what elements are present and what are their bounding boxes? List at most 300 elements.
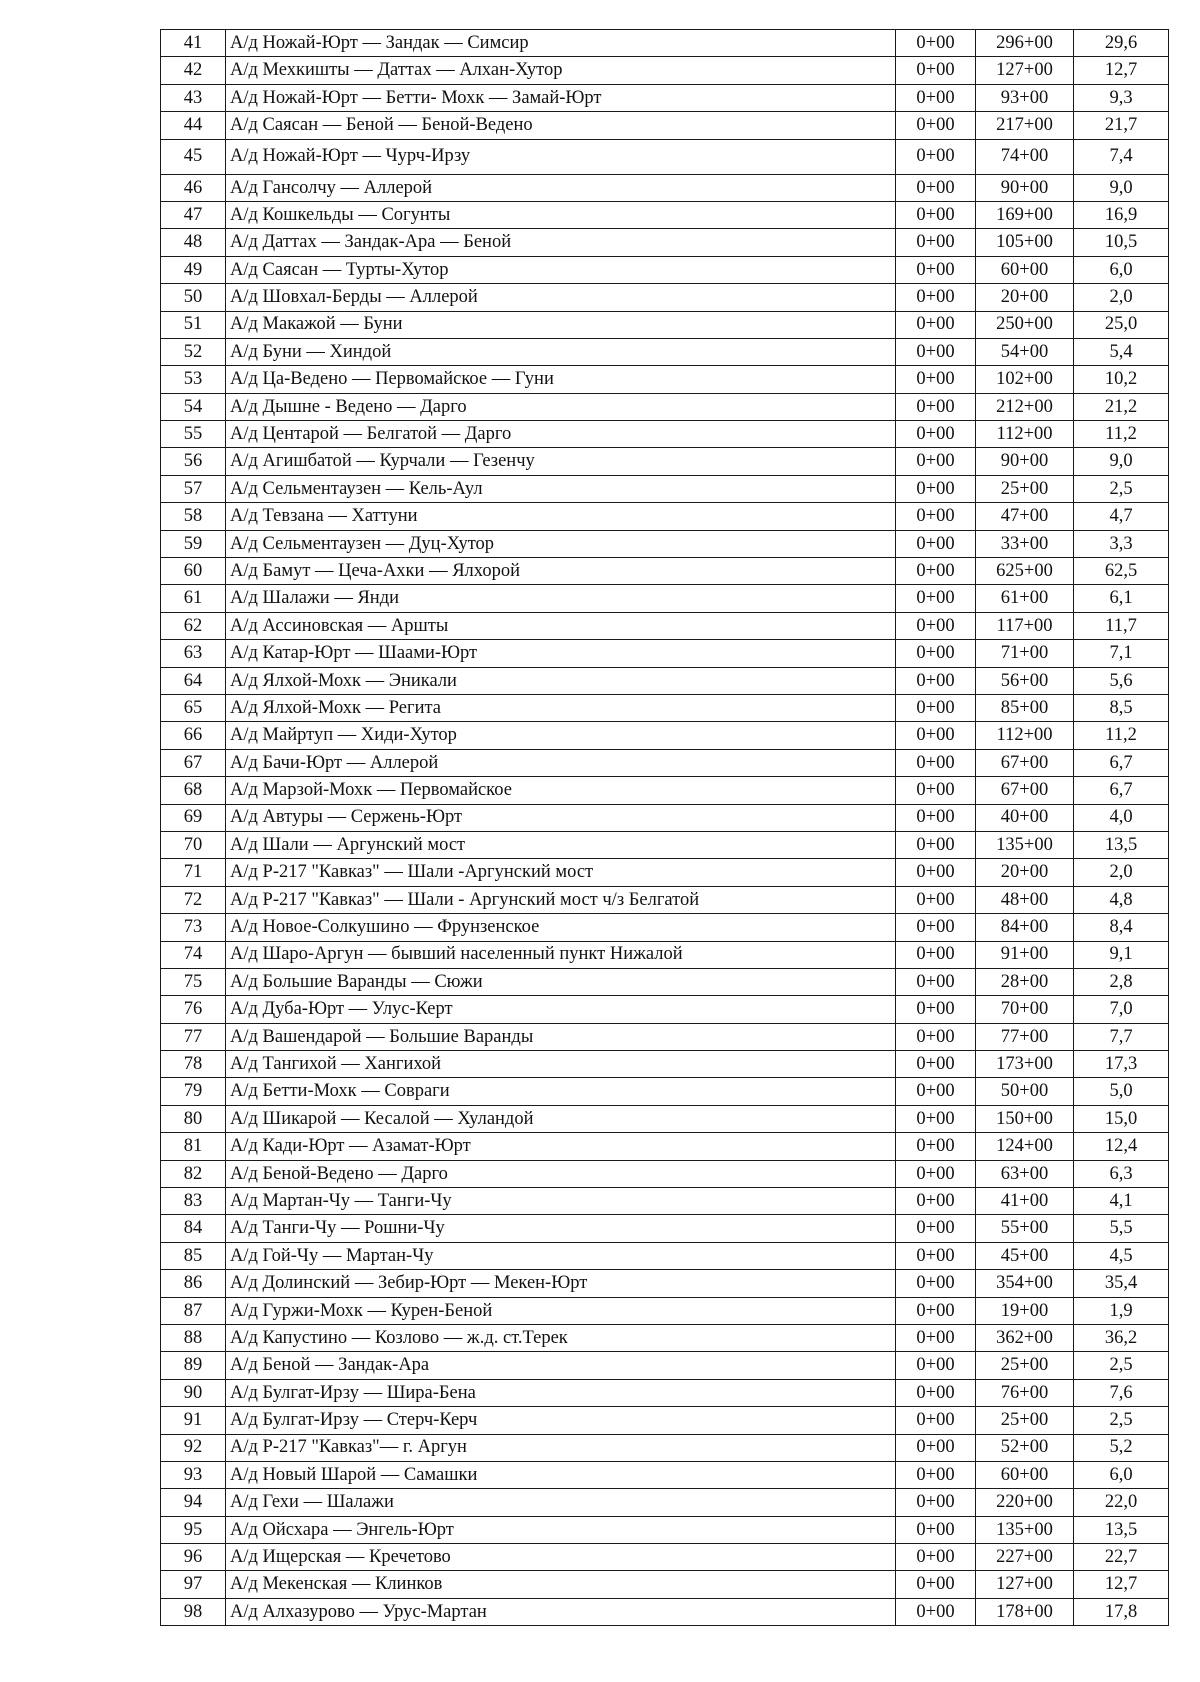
road-name-cell: А/д Мехкишты — Даттах — Алхан-Хутор [226,57,896,84]
start-chainage-cell: 0+00 [896,201,976,228]
start-chainage-cell: 0+00 [896,1242,976,1269]
start-chainage-cell: 0+00 [896,112,976,139]
table-row [161,84,1169,111]
start-chainage-cell: 0+00 [896,30,976,57]
end-chainage-cell: 90+00 [976,448,1074,475]
table-row [161,1352,1169,1379]
end-chainage-cell: 41+00 [976,1188,1074,1215]
table-row [161,914,1169,941]
length-km-cell: 9,0 [1074,448,1169,475]
start-chainage-cell: 0+00 [896,1571,976,1598]
table-row [161,393,1169,420]
start-chainage-cell: 0+00 [896,1489,976,1516]
table-row [161,1324,1169,1351]
start-chainage-cell: 0+00 [896,1078,976,1105]
row-number-cell: 71 [161,859,226,886]
table-row [161,1105,1169,1132]
road-name-cell: А/д Бетти-Мохк — Совраги [226,1078,896,1105]
length-km-cell: 6,0 [1074,256,1169,283]
table-row [161,503,1169,530]
end-chainage-cell: 48+00 [976,886,1074,913]
length-km-cell: 7,1 [1074,640,1169,667]
end-chainage-cell: 77+00 [976,1023,1074,1050]
end-chainage-cell: 220+00 [976,1489,1074,1516]
end-chainage-cell: 61+00 [976,585,1074,612]
end-chainage-cell: 45+00 [976,1242,1074,1269]
end-chainage-cell: 74+00 [976,139,1074,174]
table-row [161,1489,1169,1516]
end-chainage-cell: 25+00 [976,475,1074,502]
end-chainage-cell: 178+00 [976,1598,1074,1625]
row-number-cell: 82 [161,1160,226,1187]
end-chainage-cell: 124+00 [976,1133,1074,1160]
length-km-cell: 15,0 [1074,1105,1169,1132]
start-chainage-cell: 0+00 [896,139,976,174]
length-km-cell: 11,7 [1074,612,1169,639]
start-chainage-cell: 0+00 [896,968,976,995]
road-name-cell: А/д Мартан-Чу — Танги-Чу [226,1188,896,1215]
length-km-cell: 11,2 [1074,722,1169,749]
length-km-cell: 16,9 [1074,201,1169,228]
row-number-cell: 69 [161,804,226,831]
road-name-cell: А/д Шаро-Аргун — бывший населенный пункт Нижалой [226,941,896,968]
start-chainage-cell: 0+00 [896,1105,976,1132]
start-chainage-cell: 0+00 [896,1133,976,1160]
start-chainage-cell: 0+00 [896,914,976,941]
end-chainage-cell: 47+00 [976,503,1074,530]
end-chainage-cell: 54+00 [976,338,1074,365]
length-km-cell: 12,7 [1074,57,1169,84]
table-row [161,558,1169,585]
road-name-cell: А/д Саясан — Турты-Хутор [226,256,896,283]
table-row [161,996,1169,1023]
row-number-cell: 61 [161,585,226,612]
start-chainage-cell: 0+00 [896,722,976,749]
end-chainage-cell: 90+00 [976,174,1074,201]
table-row [161,1461,1169,1488]
start-chainage-cell: 0+00 [896,174,976,201]
start-chainage-cell: 0+00 [896,859,976,886]
road-name-cell: А/д Автуры — Сержень-Юрт [226,804,896,831]
length-km-cell: 5,6 [1074,667,1169,694]
table-row [161,448,1169,475]
end-chainage-cell: 135+00 [976,831,1074,858]
road-name-cell: А/д Ялхой-Мохк — Регита [226,694,896,721]
start-chainage-cell: 0+00 [896,667,976,694]
table-row [161,1023,1169,1050]
row-number-cell: 93 [161,1461,226,1488]
end-chainage-cell: 127+00 [976,1571,1074,1598]
road-name-cell: А/д Долинский — Зебир-Юрт — Мекен-Юрт [226,1270,896,1297]
table-row [161,694,1169,721]
start-chainage-cell: 0+00 [896,941,976,968]
end-chainage-cell: 28+00 [976,968,1074,995]
start-chainage-cell: 0+00 [896,256,976,283]
table-row [161,530,1169,557]
start-chainage-cell: 0+00 [896,1516,976,1543]
length-km-cell: 62,5 [1074,558,1169,585]
row-number-cell: 70 [161,831,226,858]
table-row [161,585,1169,612]
start-chainage-cell: 0+00 [896,1544,976,1571]
table-row [161,1598,1169,1625]
road-name-cell: А/д Кади-Юрт — Азамат-Юрт [226,1133,896,1160]
length-km-cell: 10,2 [1074,366,1169,393]
start-chainage-cell: 0+00 [896,1051,976,1078]
table-row [161,1270,1169,1297]
length-km-cell: 17,3 [1074,1051,1169,1078]
table-row [161,1133,1169,1160]
start-chainage-cell: 0+00 [896,1434,976,1461]
roads-table-body [161,30,1169,1626]
start-chainage-cell: 0+00 [896,1023,976,1050]
road-name-cell: А/д Ищерская — Кречетово [226,1544,896,1571]
row-number-cell: 89 [161,1352,226,1379]
end-chainage-cell: 112+00 [976,421,1074,448]
roads-table [160,29,1169,1626]
length-km-cell: 12,7 [1074,1571,1169,1598]
length-km-cell: 7,6 [1074,1379,1169,1406]
table-row [161,256,1169,283]
road-name-cell: А/д Танги-Чу — Рошни-Чу [226,1215,896,1242]
length-km-cell: 11,2 [1074,421,1169,448]
length-km-cell: 1,9 [1074,1297,1169,1324]
road-name-cell: А/д Вашендарой — Большие Варанды [226,1023,896,1050]
table-row [161,1544,1169,1571]
road-name-cell: А/д Булгат-Ирзу — Стерч-Керч [226,1407,896,1434]
start-chainage-cell: 0+00 [896,1270,976,1297]
row-number-cell: 57 [161,475,226,502]
road-name-cell: А/д Ойсхара — Энгель-Юрт [226,1516,896,1543]
end-chainage-cell: 84+00 [976,914,1074,941]
table-row [161,831,1169,858]
table-row [161,1516,1169,1543]
table-row [161,284,1169,311]
table-row [161,667,1169,694]
table-row [161,338,1169,365]
start-chainage-cell: 0+00 [896,338,976,365]
table-row [161,30,1169,57]
end-chainage-cell: 354+00 [976,1270,1074,1297]
table-row [161,1051,1169,1078]
length-km-cell: 36,2 [1074,1324,1169,1351]
end-chainage-cell: 127+00 [976,57,1074,84]
road-name-cell: А/д Агишбатой — Курчали — Гезенчу [226,448,896,475]
row-number-cell: 77 [161,1023,226,1050]
row-number-cell: 92 [161,1434,226,1461]
end-chainage-cell: 20+00 [976,859,1074,886]
start-chainage-cell: 0+00 [896,1352,976,1379]
end-chainage-cell: 105+00 [976,229,1074,256]
road-name-cell: А/д Центарой — Белгатой — Дарго [226,421,896,448]
start-chainage-cell: 0+00 [896,57,976,84]
start-chainage-cell: 0+00 [896,1461,976,1488]
road-name-cell: А/д Р-217 "Кавказ"— г. Аргун [226,1434,896,1461]
table-row [161,941,1169,968]
end-chainage-cell: 217+00 [976,112,1074,139]
length-km-cell: 6,7 [1074,749,1169,776]
road-name-cell: А/д Беной — Зандак-Ара [226,1352,896,1379]
end-chainage-cell: 85+00 [976,694,1074,721]
end-chainage-cell: 50+00 [976,1078,1074,1105]
start-chainage-cell: 0+00 [896,1160,976,1187]
row-number-cell: 43 [161,84,226,111]
road-name-cell: А/д Булгат-Ирзу — Шира-Бена [226,1379,896,1406]
end-chainage-cell: 173+00 [976,1051,1074,1078]
row-number-cell: 97 [161,1571,226,1598]
length-km-cell: 6,1 [1074,585,1169,612]
end-chainage-cell: 67+00 [976,777,1074,804]
table-row [161,1379,1169,1406]
end-chainage-cell: 33+00 [976,530,1074,557]
road-name-cell: А/д Шали — Аргунский мост [226,831,896,858]
road-name-cell: А/д Даттах — Зандак-Ара — Беной [226,229,896,256]
row-number-cell: 76 [161,996,226,1023]
end-chainage-cell: 227+00 [976,1544,1074,1571]
row-number-cell: 48 [161,229,226,256]
row-number-cell: 83 [161,1188,226,1215]
start-chainage-cell: 0+00 [896,1215,976,1242]
end-chainage-cell: 625+00 [976,558,1074,585]
length-km-cell: 5,4 [1074,338,1169,365]
row-number-cell: 46 [161,174,226,201]
table-row [161,1188,1169,1215]
row-number-cell: 60 [161,558,226,585]
start-chainage-cell: 0+00 [896,886,976,913]
road-name-cell: А/д Ножай-Юрт — Чурч-Ирзу [226,139,896,174]
road-name-cell: А/д Ножай-Юрт — Зандак — Симсир [226,30,896,57]
end-chainage-cell: 63+00 [976,1160,1074,1187]
start-chainage-cell: 0+00 [896,612,976,639]
road-name-cell: А/д Бачи-Юрт — Аллерой [226,749,896,776]
length-km-cell: 35,4 [1074,1270,1169,1297]
length-km-cell: 2,0 [1074,859,1169,886]
road-name-cell: А/д Катар-Юрт — Шаами-Юрт [226,640,896,667]
road-name-cell: А/д Сельментаузен — Кель-Аул [226,475,896,502]
length-km-cell: 22,0 [1074,1489,1169,1516]
road-name-cell: А/д Ассиновская — Аршты [226,612,896,639]
end-chainage-cell: 93+00 [976,84,1074,111]
road-name-cell: А/д Новое-Солкушино — Фрунзенское [226,914,896,941]
end-chainage-cell: 52+00 [976,1434,1074,1461]
length-km-cell: 6,0 [1074,1461,1169,1488]
row-number-cell: 51 [161,311,226,338]
road-name-cell: А/д Капустино — Козлово — ж.д. ст.Терек [226,1324,896,1351]
end-chainage-cell: 91+00 [976,941,1074,968]
start-chainage-cell: 0+00 [896,530,976,557]
length-km-cell: 3,3 [1074,530,1169,557]
row-number-cell: 68 [161,777,226,804]
road-name-cell: А/д Гой-Чу — Мартан-Чу [226,1242,896,1269]
road-name-cell: А/д Мекенская — Клинков [226,1571,896,1598]
end-chainage-cell: 25+00 [976,1407,1074,1434]
row-number-cell: 50 [161,284,226,311]
start-chainage-cell: 0+00 [896,1324,976,1351]
table-row [161,366,1169,393]
row-number-cell: 86 [161,1270,226,1297]
road-name-cell: А/д Р-217 "Кавказ" — Шали - Аргунский мост ч/з Белгатой [226,886,896,913]
road-name-cell: А/д Алхазурово — Урус-Мартан [226,1598,896,1625]
length-km-cell: 4,1 [1074,1188,1169,1215]
start-chainage-cell: 0+00 [896,1297,976,1324]
start-chainage-cell: 0+00 [896,421,976,448]
row-number-cell: 79 [161,1078,226,1105]
start-chainage-cell: 0+00 [896,694,976,721]
start-chainage-cell: 0+00 [896,1407,976,1434]
end-chainage-cell: 117+00 [976,612,1074,639]
start-chainage-cell: 0+00 [896,503,976,530]
length-km-cell: 12,4 [1074,1133,1169,1160]
table-row [161,229,1169,256]
table-row [161,475,1169,502]
row-number-cell: 74 [161,941,226,968]
start-chainage-cell: 0+00 [896,229,976,256]
length-km-cell: 4,7 [1074,503,1169,530]
length-km-cell: 8,5 [1074,694,1169,721]
start-chainage-cell: 0+00 [896,585,976,612]
row-number-cell: 63 [161,640,226,667]
length-km-cell: 7,7 [1074,1023,1169,1050]
length-km-cell: 6,3 [1074,1160,1169,1187]
length-km-cell: 29,6 [1074,30,1169,57]
start-chainage-cell: 0+00 [896,393,976,420]
row-number-cell: 84 [161,1215,226,1242]
road-name-cell: А/д Дышне - Ведено — Дарго [226,393,896,420]
row-number-cell: 65 [161,694,226,721]
table-row [161,1215,1169,1242]
length-km-cell: 2,8 [1074,968,1169,995]
table-row [161,749,1169,776]
row-number-cell: 91 [161,1407,226,1434]
road-name-cell: А/д Саясан — Беной — Беной-Ведено [226,112,896,139]
length-km-cell: 13,5 [1074,1516,1169,1543]
table-row [161,886,1169,913]
row-number-cell: 95 [161,1516,226,1543]
row-number-cell: 96 [161,1544,226,1571]
table-row [161,421,1169,448]
road-name-cell: А/д Гансолчу — Аллерой [226,174,896,201]
length-km-cell: 2,5 [1074,475,1169,502]
length-km-cell: 6,7 [1074,777,1169,804]
row-number-cell: 41 [161,30,226,57]
start-chainage-cell: 0+00 [896,558,976,585]
length-km-cell: 13,5 [1074,831,1169,858]
row-number-cell: 98 [161,1598,226,1625]
start-chainage-cell: 0+00 [896,996,976,1023]
road-name-cell: А/д Дуба-Юрт — Улус-Керт [226,996,896,1023]
start-chainage-cell: 0+00 [896,84,976,111]
length-km-cell: 9,1 [1074,941,1169,968]
length-km-cell: 25,0 [1074,311,1169,338]
table-row [161,174,1169,201]
road-name-cell: А/д Гехи — Шалажи [226,1489,896,1516]
road-name-cell: А/д Сельментаузен — Дуц-Хутор [226,530,896,557]
table-row [161,777,1169,804]
road-name-cell: А/д Шалажи — Янди [226,585,896,612]
end-chainage-cell: 20+00 [976,284,1074,311]
length-km-cell: 4,5 [1074,1242,1169,1269]
road-name-cell: А/д Ца-Ведено — Первомайское — Гуни [226,366,896,393]
end-chainage-cell: 40+00 [976,804,1074,831]
row-number-cell: 45 [161,139,226,174]
end-chainage-cell: 250+00 [976,311,1074,338]
table-row [161,139,1169,174]
end-chainage-cell: 76+00 [976,1379,1074,1406]
end-chainage-cell: 25+00 [976,1352,1074,1379]
end-chainage-cell: 169+00 [976,201,1074,228]
start-chainage-cell: 0+00 [896,284,976,311]
road-name-cell: А/д Бамут — Цеча-Ахки — Ялхорой [226,558,896,585]
row-number-cell: 52 [161,338,226,365]
row-number-cell: 85 [161,1242,226,1269]
row-number-cell: 58 [161,503,226,530]
end-chainage-cell: 56+00 [976,667,1074,694]
row-number-cell: 47 [161,201,226,228]
road-name-cell: А/д Шовхал-Берды — Аллерой [226,284,896,311]
table-row [161,1571,1169,1598]
length-km-cell: 7,4 [1074,139,1169,174]
start-chainage-cell: 0+00 [896,831,976,858]
row-number-cell: 55 [161,421,226,448]
length-km-cell: 5,2 [1074,1434,1169,1461]
end-chainage-cell: 67+00 [976,749,1074,776]
table-row [161,1160,1169,1187]
start-chainage-cell: 0+00 [896,749,976,776]
length-km-cell: 21,2 [1074,393,1169,420]
table-row [161,1297,1169,1324]
road-name-cell: А/д Р-217 "Кавказ" — Шали -Аргунский мост [226,859,896,886]
table-row [161,57,1169,84]
end-chainage-cell: 212+00 [976,393,1074,420]
table-row [161,640,1169,667]
length-km-cell: 7,0 [1074,996,1169,1023]
row-number-cell: 53 [161,366,226,393]
row-number-cell: 62 [161,612,226,639]
table-row [161,1078,1169,1105]
row-number-cell: 94 [161,1489,226,1516]
row-number-cell: 78 [161,1051,226,1078]
road-name-cell: А/д Большие Варанды — Сюжи [226,968,896,995]
row-number-cell: 80 [161,1105,226,1132]
end-chainage-cell: 71+00 [976,640,1074,667]
length-km-cell: 9,0 [1074,174,1169,201]
start-chainage-cell: 0+00 [896,804,976,831]
table-row [161,1434,1169,1461]
start-chainage-cell: 0+00 [896,1598,976,1625]
end-chainage-cell: 60+00 [976,1461,1074,1488]
row-number-cell: 73 [161,914,226,941]
length-km-cell: 10,5 [1074,229,1169,256]
length-km-cell: 2,5 [1074,1407,1169,1434]
table-row [161,804,1169,831]
road-name-cell: А/д Гуржи-Мохк — Курен-Беной [226,1297,896,1324]
length-km-cell: 17,8 [1074,1598,1169,1625]
end-chainage-cell: 70+00 [976,996,1074,1023]
end-chainage-cell: 112+00 [976,722,1074,749]
start-chainage-cell: 0+00 [896,1188,976,1215]
road-name-cell: А/д Беной-Ведено — Дарго [226,1160,896,1187]
row-number-cell: 75 [161,968,226,995]
row-number-cell: 59 [161,530,226,557]
table-row [161,112,1169,139]
row-number-cell: 56 [161,448,226,475]
row-number-cell: 54 [161,393,226,420]
table-row [161,1407,1169,1434]
length-km-cell: 22,7 [1074,1544,1169,1571]
start-chainage-cell: 0+00 [896,366,976,393]
road-name-cell: А/д Тангихой — Хангихой [226,1051,896,1078]
end-chainage-cell: 19+00 [976,1297,1074,1324]
